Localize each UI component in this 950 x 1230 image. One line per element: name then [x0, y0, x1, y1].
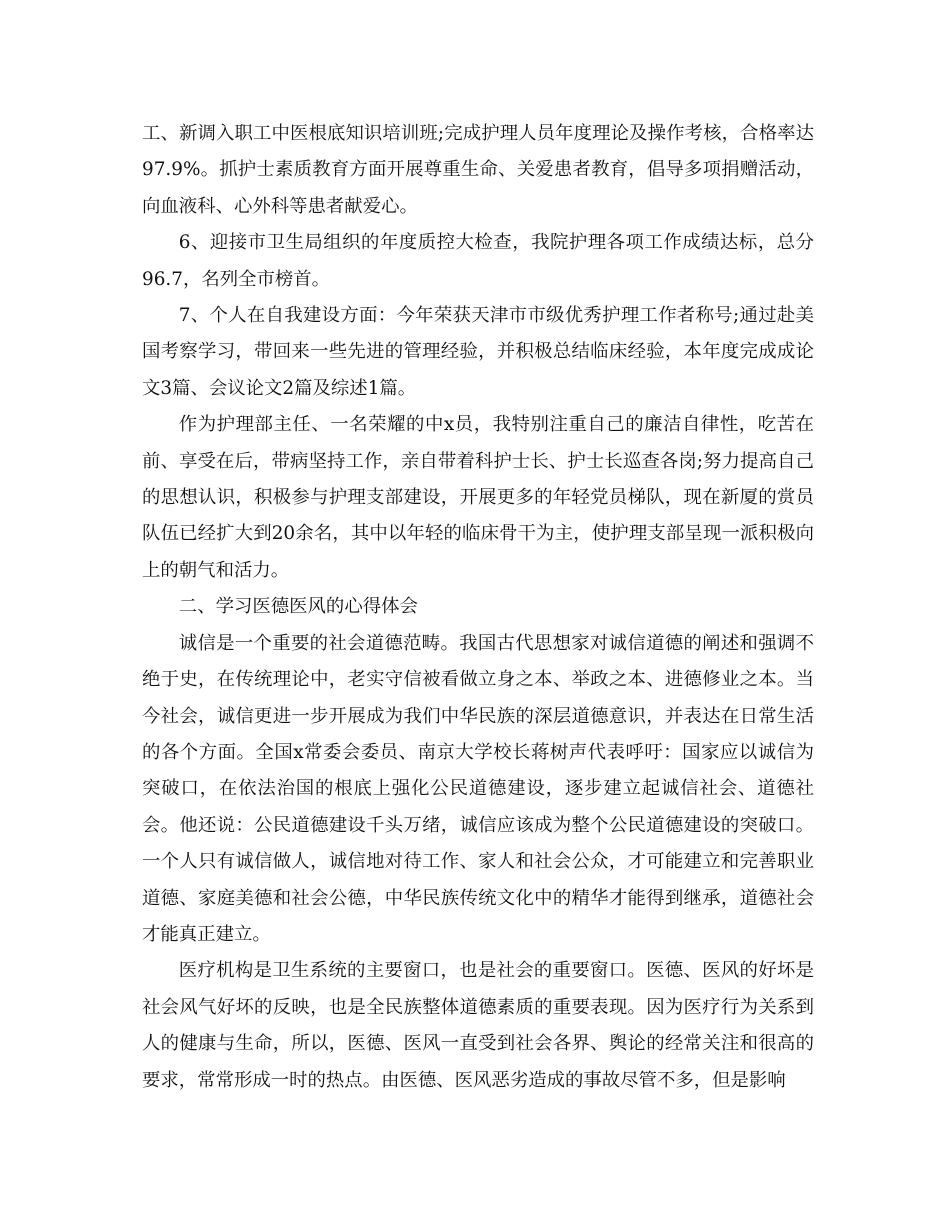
paragraph-quality-inspection: 6、迎接市卫生局组织的年度质控大检查，我院护理各项工作成绩达标，总分96.7，名列全市榜首。	[142, 232, 814, 290]
paragraph-training: 工、新调入职工中医根底知识培训班;完成护理人员年度理论及操作考核，合格率达97.9%。抓护士素质教育方面开展尊重生命、关爱患者教育，倡导多项捐赠活动，向血液科、心外科等患者献爱心。	[142, 123, 814, 217]
paragraph-integrity: 诚信是一个重要的社会道德范畴。我国古代思想家对诚信道德的阐述和强调不绝于史，在传统理论中，老实守信被看做立身之本、举政之本、进德修业之本。当今社会，诚信更进一步开展成为我们中华民族的深层道德意识，并表达在日常生活的各个方面。全国x常委会委员、南京大学校长蒋树声代表呼吁：国家应以诚信为突破口，在依法治国的根底上强化公民道德建设，逐步建立起诚信社会、道德社会。他还说：公民道德建设千头万绪，诚信应该成为整个公民道德建设的突破口。一个人只有诚信做人，诚信地对待工作、家人和社会公众，才可能建立和完善职业道德、家庭美德和社会公德，中华民族传统文化中的精华才能得到继承，道德社会才能真正建立。	[142, 632, 814, 945]
paragraph-director-integrity: 作为护理部主任、一名荣耀的中x员，我特别注重自己的廉洁自律性，吃苦在前、享受在后，带病坚持工作，亲自带着科护士长、护士长巡查各岗;努力提高自己的思想认识，积极参与护理支部建设，开展更多的年轻党员梯队，现在新厦的赏员队伍已经扩大到20余名，其中以年轻的临床骨干为主，使护理支部呈现一派积极向上的朝气和活力。	[142, 414, 814, 581]
paragraph-medical-institutions: 医疗机构是卫生系统的主要窗口，也是社会的重要窗口。医德、医风的好坏是社会风气好坏的反映，也是全民族整体道德素质的重要表现。因为医疗行为关系到人的健康与生命，所以，医德、医风一直受到社会各界、舆论的经常关注和很高的要求，常常形成一时的热点。由医德、医风恶劣造成的事故尽管不多，但是影响	[142, 960, 814, 1091]
document-body	[142, 116, 814, 1099]
section-heading-medical-ethics: 二、学习医德医风的心得体会	[178, 596, 418, 618]
paragraph-self-development: 7、个人在自我建设方面：今年荣获天津市市级优秀护理工作者称号;通过赴美国考察学习，带回来一些先进的管理经验，并积极总结临床经验，本年度完成成论文3篇、会议论文2篇及综述1篇。	[142, 305, 814, 399]
